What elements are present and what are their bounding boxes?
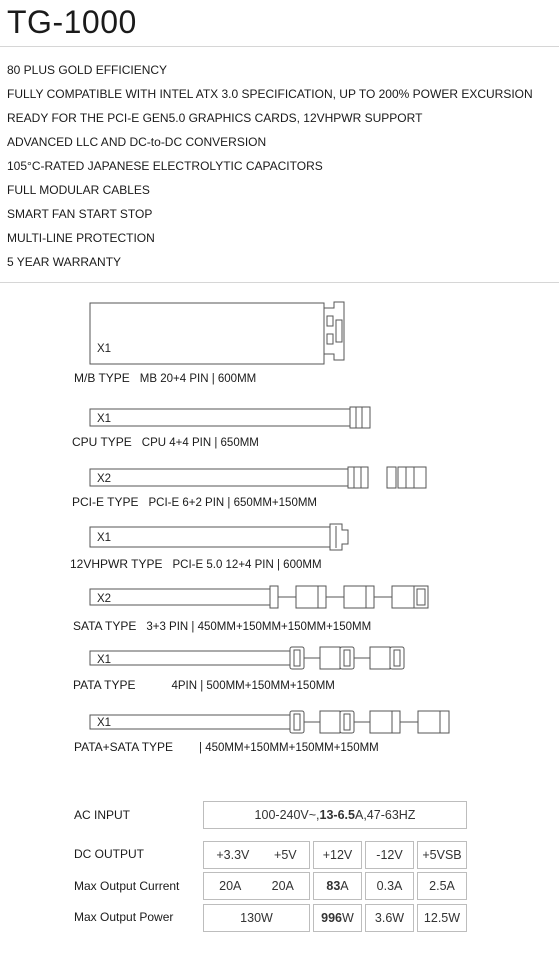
cable-desc: PCI-E 6+2 PIN | 650MM+150MM (148, 497, 317, 509)
sata-qty: X2 (97, 593, 112, 605)
mb-cable-drawing (90, 302, 344, 364)
ac-input-voltage: 100-240V~, (254, 808, 320, 822)
pcie-qty: X2 (97, 473, 112, 485)
ac-input-frequency: A,47-63HZ (354, 808, 416, 822)
current-12v (313, 872, 362, 900)
cable-label-12vhpwr (70, 557, 322, 571)
cpu-qty: X1 (97, 413, 112, 425)
pata-cable-drawing (90, 647, 404, 669)
12vhpwr-qty: X1 (97, 532, 112, 544)
current-3v3: 20A (219, 879, 242, 893)
cable-desc: MB 20+4 PIN | 600MM (139, 373, 257, 385)
title-divider (0, 46, 559, 47)
current-5vsb: 2.5A (417, 872, 467, 900)
feature-item: SMART FAN START STOP (7, 207, 153, 221)
feature-item: FULLY COMPATIBLE WITH INTEL ATX 3.0 SPECIFICATION, UP TO 200% POWER EXCURSION (7, 87, 533, 101)
cable-type: 12VHPWR TYPE (70, 557, 163, 571)
dc-output-3v3-5v (203, 841, 310, 869)
feature-item: FULL MODULAR CABLES (7, 183, 150, 197)
12vhpwr-cable-drawing (90, 524, 348, 550)
cpu-cable-drawing (90, 407, 370, 428)
cable-label-pata-sata (74, 740, 379, 754)
cable-desc: | 450MM+150MM+150MM+150MM (199, 742, 379, 754)
page-title: TG-1000 (7, 4, 137, 40)
cable-type: PATA+SATA TYPE (74, 740, 174, 754)
cable-desc: CPU 4+4 PIN | 650MM (141, 437, 259, 449)
cable-label-mb (74, 371, 256, 385)
power-5vsb: 12.5W (417, 904, 467, 932)
dc-output-3v3: +3.3V (216, 848, 250, 862)
cable-label-sata (73, 619, 371, 633)
cable-type: PCI-E TYPE (72, 495, 139, 509)
max-current-label: Max Output Current (74, 879, 180, 893)
current-5v: 20A (271, 879, 294, 893)
feature-list (7, 58, 533, 274)
current-12v-unit: A (340, 879, 349, 893)
feature-item: ADVANCED LLC AND DC-to-DC CONVERSION (7, 135, 267, 149)
dc-output-label: DC OUTPUT (74, 847, 144, 861)
cable-label-pcie (72, 495, 317, 509)
current-minus12v: 0.3A (365, 872, 414, 900)
cable-type: SATA TYPE (73, 619, 137, 633)
pata-sata-qty: X1 (97, 717, 112, 729)
feature-item: 80 PLUS GOLD EFFICIENCY (7, 63, 168, 77)
power-12v-unit: W (342, 911, 354, 925)
cable-type: PATA TYPE (73, 678, 136, 692)
dc-output-12v: +12V (313, 841, 362, 869)
ac-input-label: AC INPUT (74, 808, 131, 822)
pata-sata-cable-drawing (90, 711, 449, 733)
feature-item: 105°C-RATED JAPANESE ELECTROLYTIC CAPACITORS (7, 159, 323, 173)
cable-desc: PCI-E 5.0 12+4 PIN | 600MM (172, 559, 322, 571)
features-divider (0, 282, 559, 283)
cable-desc: 4PIN | 500MM+150MM+150MM (171, 680, 335, 692)
power-minus12v: 3.6W (365, 904, 414, 932)
feature-item: READY FOR THE PCI-E GEN5.0 GRAPHICS CARDS, 12VHPWR SUPPORT (7, 111, 423, 125)
ac-input-value (203, 801, 467, 829)
cable-diagrams (0, 290, 559, 770)
cable-desc: 3+3 PIN | 450MM+150MM+150MM+150MM (146, 621, 372, 633)
dc-output-5v: +5V (274, 848, 297, 862)
pata-qty: X1 (97, 654, 112, 666)
power-combined: 130W (203, 904, 310, 932)
feature-item: MULTI-LINE PROTECTION (7, 231, 155, 245)
mb-qty: X1 (97, 343, 112, 355)
current-3v3-5v (203, 872, 310, 900)
ac-input-current: 13-6.5 (319, 808, 355, 822)
feature-item: 5 YEAR WARRANTY (7, 255, 122, 269)
power-12v (313, 904, 362, 932)
cable-type: CPU TYPE (72, 435, 132, 449)
dc-output-minus12v: -12V (365, 841, 414, 869)
dc-output-5vsb: +5VSB (417, 841, 467, 869)
power-12v-value: 996 (321, 911, 343, 925)
cable-label-pata (73, 678, 335, 692)
pcie-cable-drawing (90, 467, 426, 488)
sata-cable-drawing (90, 586, 428, 608)
max-power-label: Max Output Power (74, 910, 174, 924)
cable-type: M/B TYPE (74, 371, 130, 385)
current-12v-value: 83 (326, 879, 341, 893)
cable-label-cpu (72, 435, 259, 449)
